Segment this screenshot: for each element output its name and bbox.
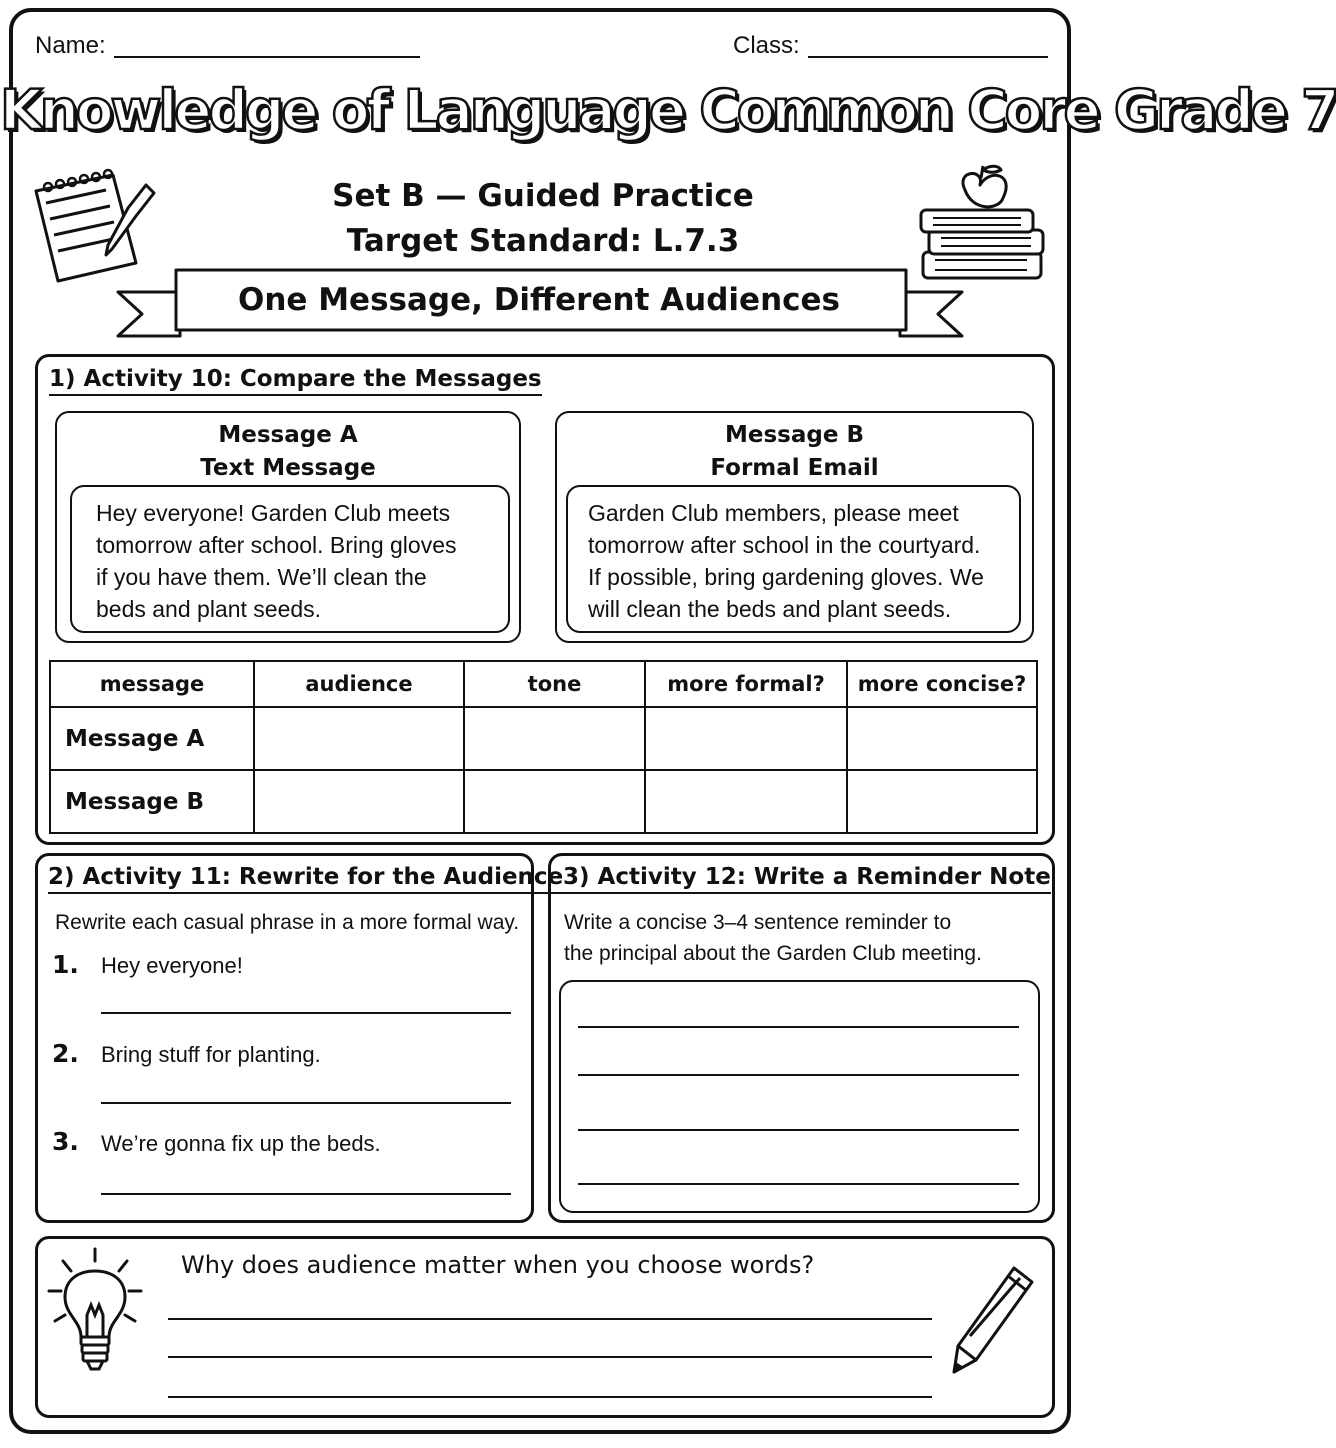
reflection-line[interactable]	[168, 1396, 932, 1398]
answer-cell[interactable]	[847, 770, 1037, 833]
reminder-writing-box[interactable]	[559, 980, 1040, 1213]
page-title: Knowledge of Language Common Core Grade 7	[0, 78, 1336, 142]
casual-phrase: Bring stuff for planting.	[101, 1042, 321, 1067]
name-label: Name:	[35, 32, 106, 59]
answer-cell[interactable]	[254, 707, 464, 770]
message-b-card	[555, 411, 1034, 643]
answer-cell[interactable]	[645, 770, 847, 833]
answer-line[interactable]	[101, 1012, 511, 1014]
activity12-title: 3) Activity 12: Write a Reminder Note	[563, 864, 1051, 894]
message-a-line: if you have them. We’ll clean the	[96, 564, 427, 590]
activity11-instruction: Rewrite each casual phrase in a more formal way.	[55, 911, 520, 934]
answer-line[interactable]	[101, 1102, 511, 1104]
target-standard: Target Standard: L.7.3	[346, 223, 740, 259]
writing-line[interactable]	[578, 1026, 1019, 1028]
item-number: 1.	[52, 950, 79, 979]
answer-cell[interactable]	[464, 770, 645, 833]
col-header: tone	[464, 661, 645, 707]
reflection-line[interactable]	[168, 1318, 932, 1320]
answer-line[interactable]	[101, 1193, 511, 1195]
col-header: message	[50, 661, 254, 707]
casual-phrase: Hey everyone!	[101, 953, 243, 978]
row-label: Message A	[50, 707, 254, 770]
message-b-line: tomorrow after school in the courtyard.	[588, 532, 981, 558]
col-header: more concise?	[847, 661, 1037, 707]
message-b-line: If possible, bring gardening gloves. We	[588, 564, 984, 590]
reflection-question: Why does audience matter when you choose words?	[181, 1251, 815, 1279]
table-header-row	[50, 661, 1037, 707]
message-b-heading: Message B	[725, 422, 864, 448]
pencil-icon	[948, 1262, 1038, 1378]
lightbulb-icon	[45, 1245, 145, 1375]
instruction-line: Write a concise 3–4 sentence reminder to	[564, 911, 952, 934]
message-b-line: Garden Club members, please meet	[588, 500, 959, 526]
writing-line[interactable]	[578, 1074, 1019, 1076]
message-b-subheading: Formal Email	[710, 455, 879, 481]
message-a-line: tomorrow after school. Bring gloves	[96, 532, 457, 558]
message-a-line: beds and plant seeds.	[96, 596, 322, 622]
col-header: audience	[254, 661, 464, 707]
answer-cell[interactable]	[847, 707, 1037, 770]
activity11-title: 2) Activity 11: Rewrite for the Audience	[48, 864, 563, 894]
instruction-line: the principal about the Garden Club meeting.	[564, 942, 982, 965]
message-a-line: Hey everyone! Garden Club meets	[96, 500, 451, 526]
col-header: more formal?	[645, 661, 847, 707]
activity10-title: 1) Activity 10: Compare the Messages	[49, 366, 542, 396]
compare-table	[49, 660, 1038, 834]
table-row	[50, 770, 1037, 833]
activity12-instruction	[564, 907, 982, 969]
item-number: 2.	[52, 1039, 79, 1068]
item-number: 3.	[52, 1127, 79, 1156]
class-label: Class:	[733, 32, 800, 59]
class-field[interactable]	[808, 56, 1048, 58]
writing-line[interactable]	[578, 1129, 1019, 1131]
message-a-subheading: Text Message	[200, 455, 376, 481]
set-subtitle: Set B — Guided Practice	[332, 178, 754, 214]
message-a-text	[70, 485, 510, 633]
table-row	[50, 707, 1037, 770]
message-a-card	[55, 411, 521, 643]
answer-cell[interactable]	[464, 707, 645, 770]
casual-phrase: We’re gonna fix up the beds.	[101, 1131, 381, 1156]
row-label: Message B	[50, 770, 254, 833]
message-b-text	[566, 485, 1021, 633]
message-a-heading: Message A	[218, 422, 358, 448]
banner-title: One Message, Different Audiences	[237, 282, 841, 318]
writing-line[interactable]	[578, 1183, 1019, 1185]
answer-cell[interactable]	[254, 770, 464, 833]
reflection-line[interactable]	[168, 1356, 932, 1358]
name-field[interactable]	[114, 56, 420, 58]
answer-cell[interactable]	[645, 707, 847, 770]
message-b-line: will clean the beds and plant seeds.	[588, 596, 952, 622]
